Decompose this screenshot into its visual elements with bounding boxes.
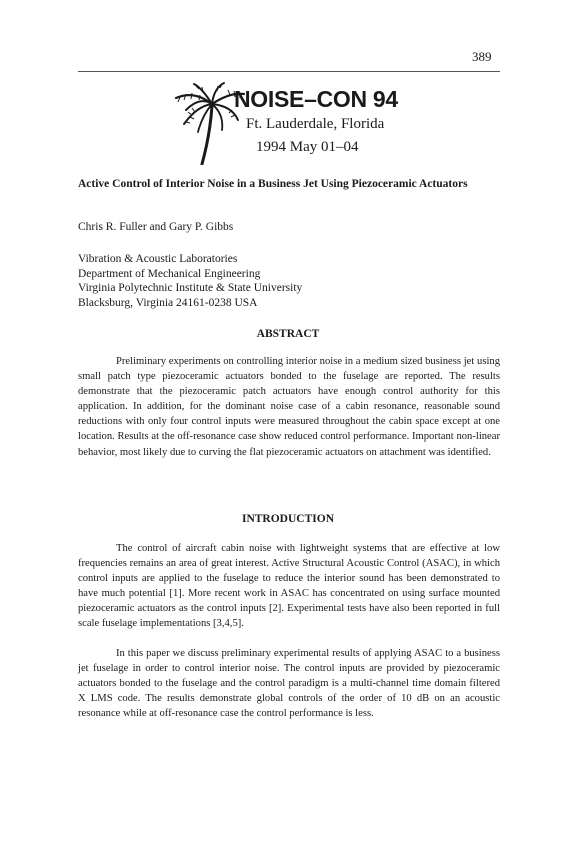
introduction-paragraph: In this paper we discuss preliminary experimental results of applying ASAC to a business jet fuselage in order to control interior noise. The control inputs are provided by piezoceramic actuators bonded to the fuselage and the control paradigm is a multi-channel time domain filtered X LMS code. The results demonstrate global controls of the order of 10 dB on an acoustic resonance while at off-resonance case the control performance is less. [78,648,500,720]
header-rule [78,71,500,72]
affiliation-line: Blacksburg, Virginia 24161-0238 USA [78,297,258,310]
abstract-text: Preliminary experiments on controlling interior noise in a medium sized business jet using small patch type piezoceramic actuators bonded to the fuselage are reported. The results demonstrate that the piezoceramic patch actuators have enough control authority for this application. In addition, for the dominant noise case of a cabin resonance, reasonable sound reductions with only four control inputs were measured throughout the cabin space except at one location. Results at the off-resonance case show reduced control performance. Important non-linear behavior, most likely due to curving the flat piezoceramic actuators on attachment was identified. [78,356,500,458]
conference-name: NOISE–CON 94 [234,86,398,112]
conference-date: 1994 May 01–04 [256,139,359,155]
author-affiliation [78,252,302,311]
affiliation-line: Department of Mechanical Engineering [78,267,261,280]
paper-title: Active Control of Interior Noise in a Business Jet Using Piezoceramic Actuators [78,178,468,190]
paper-authors: Chris R. Fuller and Gary P. Gibbs [78,221,234,233]
abstract-heading: ABSTRACT [256,328,320,340]
affiliation-line: Virginia Polytechnic Institute & State University [78,282,303,295]
affiliation-line: Vibration & Acoustic Laboratories [78,253,238,265]
introduction-heading: INTRODUCTION [241,513,334,525]
page-number: 389 [472,49,492,64]
conference-location: Ft. Lauderdale, Florida [246,116,385,132]
introduction-paragraph: The control of aircraft cabin noise with lightweight systems that are effective at low frequencies remains an area of great interest. Active Structural Acoustic Control (ASAC), in which control inputs are applied to the fuselage to reduce the interior sound has been demonstrated to have much potential [1]. More recent work in ASAC has concentrated on using surface mounted piezoceramic actuators as the control inputs [2]. Experimental tests have also been reported in full scale fuselage implementations [3,4,5]. [78,543,500,630]
